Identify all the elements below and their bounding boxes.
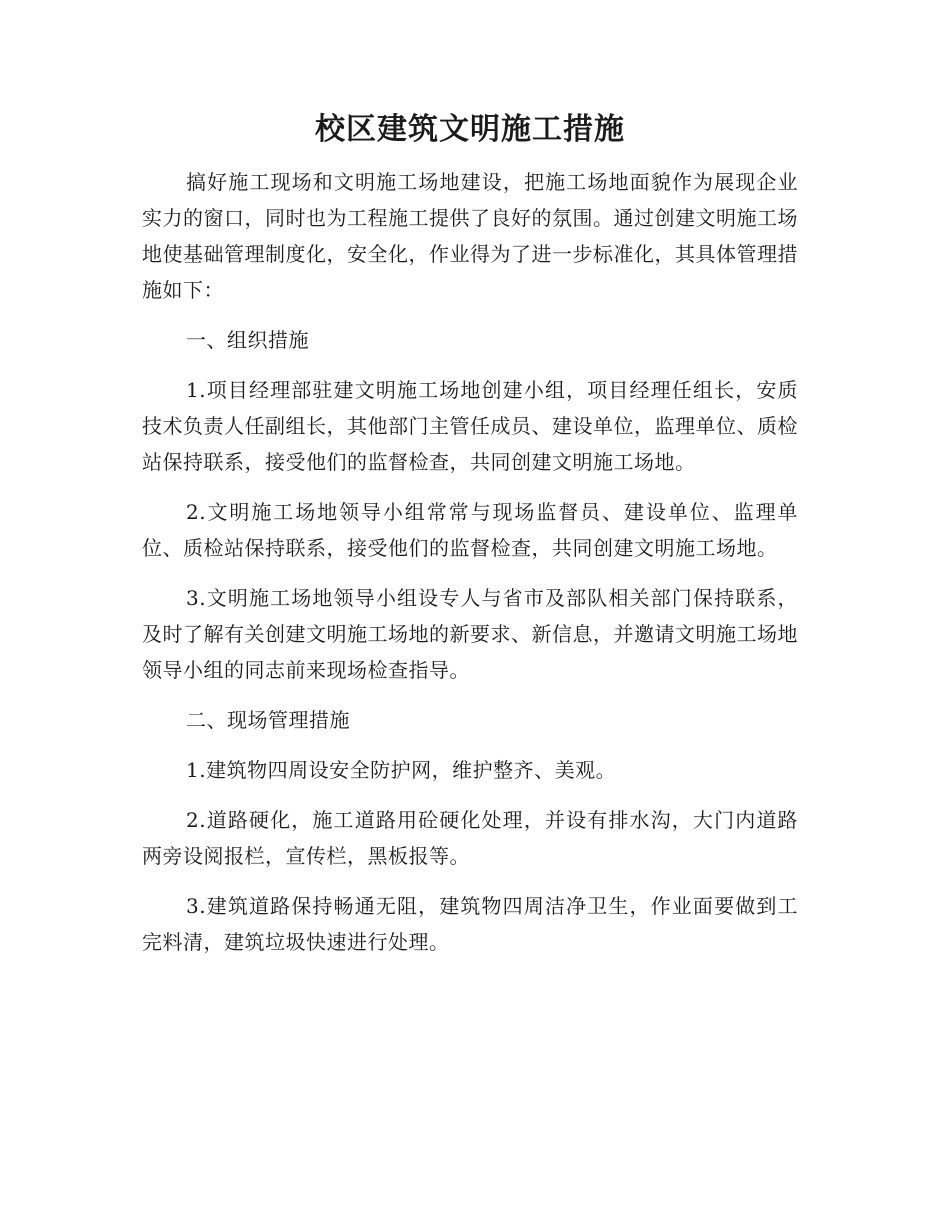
intro-paragraph: 搞好施工现场和文明施工场地建设，把施工场地面貌作为展现企业实力的窗口，同时也为工程施工提供了良好的氛围。通过创建文明施工场地使基础管理制度化，安全化，作业得为了进一步标准化，其具体管理措施如下： — [142, 170, 798, 302]
section-heading-organization: 一、组织措施 — [186, 328, 309, 352]
site-management-item-3: 3.建筑道路保持畅通无阻，建筑物四周洁净卫生，作业面要做到工完料清，建筑垃圾快速进行处理。 — [142, 894, 798, 954]
site-management-item-2: 2.道路硬化，施工道路用砼硬化处理，并设有排水沟，大门内道路两旁设阅报栏，宣传栏，黑板报等。 — [142, 808, 798, 868]
organization-item-2: 2.文明施工场地领导小组常常与现场监督员、建设单位、监理单位、质检站保持联系，接受他们的监督检查，共同创建文明施工场地。 — [142, 500, 798, 560]
organization-item-1: 1.项目经理部驻建文明施工场地创建小组，项目经理任组长，安质技术负责人任副组长，其他部门主管任成员、建设单位，监理单位、质检站保持联系，接受他们的监督检查，共同创建文明施工场地。 — [142, 378, 798, 474]
document-page — [142, 108, 798, 974]
site-management-item-1: 1.建筑物四周设安全防护网，维护整齐、美观。 — [186, 758, 617, 782]
organization-item-3: 3.文明施工场地领导小组设专人与省市及部队相关部门保持联系，及时了解有关创建文明施工场地的新要求、新信息，并邀请文明施工场地领导小组的同志前来现场检查指导。 — [142, 586, 798, 682]
section-heading-site-management: 二、现场管理措施 — [186, 708, 350, 732]
document-title: 校区建筑文明施工措施 — [315, 112, 625, 147]
